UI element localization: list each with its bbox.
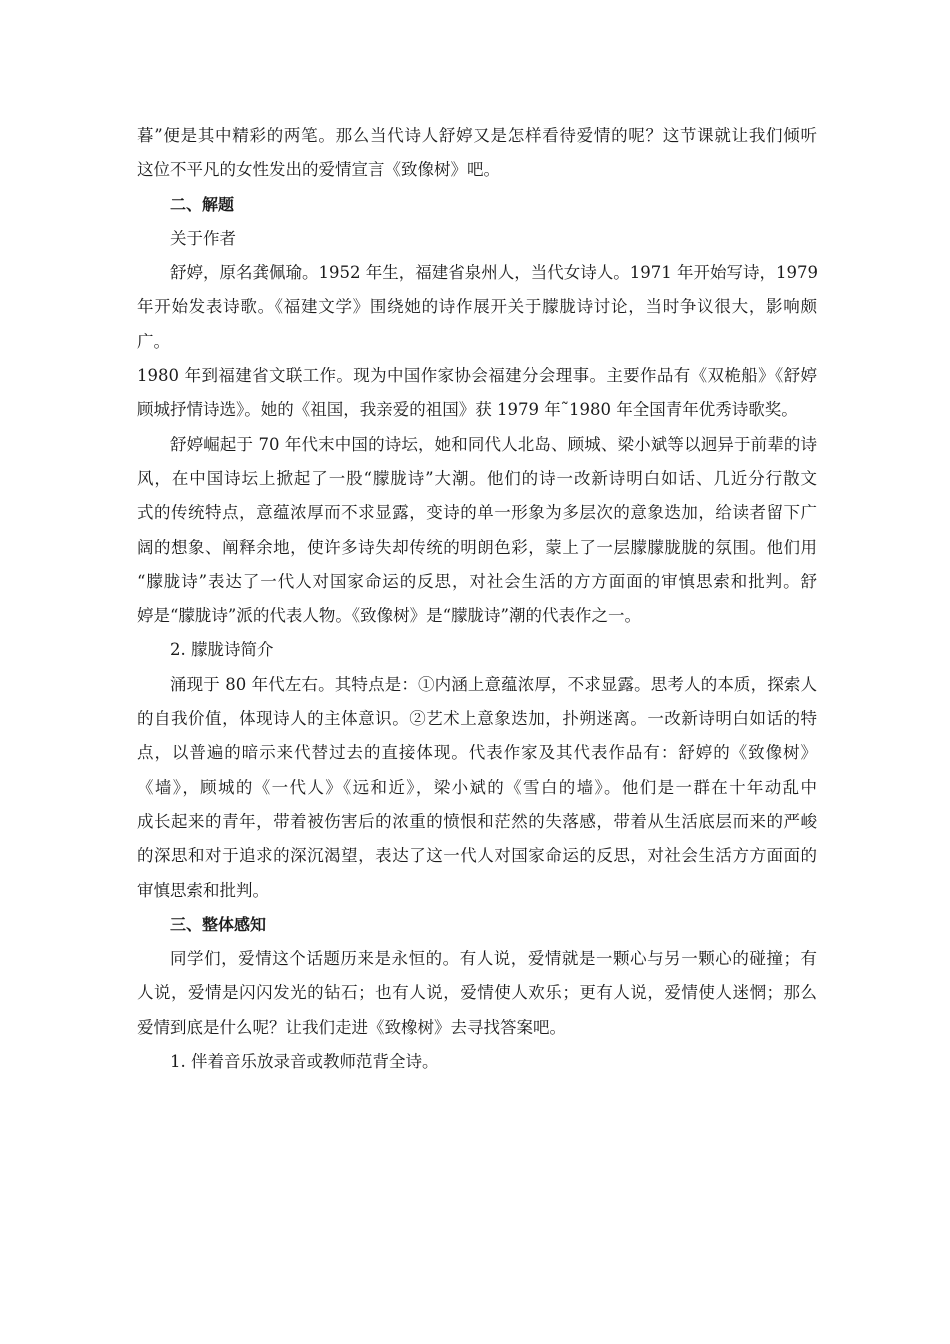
text-line: 的自我价值，体现诗人的主体意识。②艺术上意象迭加，扑朔迷离。一改新诗明白如话的特 [137,709,817,729]
text-line: 成长起来的青年，带着被伤害后的浓重的愤恨和茫然的失落感，带着从生活底层而来的严峻 [137,811,817,831]
section-heading: 三、整体感知 [170,914,267,934]
text-line: 阔的想象、阐释余地，使许多诗失却传统的明朗色彩，蒙上了一层朦朦胧胧的氛围。他们用 [137,537,817,557]
text-line: 关于作者 [170,228,236,248]
text-line: 审慎思索和批判。 [137,880,269,900]
text-line: 1. 伴着音乐放录音或教师范背全诗。 [170,1052,439,1072]
text-line: 爱情到底是什么呢？让我们走进《致橡树》去寻找答案吧。 [137,1017,566,1037]
text-line: 顾城抒情诗选》。她的《祖国，我亲爱的祖国》获 1979 年˜1980 年全国青年优秀诗歌奖。 [137,400,798,420]
text-line: 1980 年到福建省文联工作。现为中国作家协会福建分会理事。主要作品有《双桅船》《舒婷 [137,366,817,386]
document-body [137,119,817,1079]
text-line: 这位不平凡的女性发出的爱情宣言《致像树》吧。 [137,160,500,180]
text-line: 《墙》，顾城的《一代人》《远和近》，梁小斌的《雪白的墙》。他们是一群在十年动乱中 [137,777,817,797]
text-line: “朦胧诗”表达了一代人对国家命运的反思，对社会生活的方方面面的审慎思索和批判。舒 [137,571,817,591]
text-line: 风，在中国诗坛上掀起了一股“朦胧诗”大潮。他们的诗一改新诗明白如话、几近分行散文 [137,468,817,488]
text-line: 式的传统特点，意蕴浓厚而不求显露，变诗的单一形象为多层次的意象迭加，给读者留下广 [137,503,817,523]
text-line: 点，以普遍的暗示来代替过去的直接体现。代表作家及其代表作品有：舒婷的《致像树》 [137,743,817,763]
text-line: 同学们，爱情这个话题历来是永恒的。有人说，爱情就是一颗心与另一颗心的碰撞；有 [170,949,817,969]
text-line: 暮”便是其中精彩的两笔。那么当代诗人舒婷又是怎样看待爱情的呢？这节课就让我们倾听 [137,126,817,145]
text-line: 婷是“朦胧诗”派的代表人物。《致像树》是“朦胧诗”潮的代表作之一。 [137,606,641,626]
text-line: 舒婷，原名龚佩瑜。1952 年生，福建省泉州人，当代女诗人。1971 年开始写诗，1979 [170,263,818,283]
text-line: 年开始发表诗歌。《福建文学》围绕她的诗作展开关于朦胧诗讨论，当时争议很大，影响颇 [137,297,817,317]
text-line: 的深思和对于追求的深沉渴望，表达了这一代人对国家命运的反思，对社会生活方方面面的 [137,846,817,866]
text-line: 涌现于 80 年代左右。其特点是：①内涵上意蕴浓厚，不求显露。思考人的本质，探索人 [170,674,817,694]
text-line: 广。 [137,331,170,351]
text-line: 人说，爱情是闪闪发光的钻石；也有人说，爱情使人欢乐；更有人说，爱情使人迷惘；那么 [137,983,817,1003]
text-line: 舒婷崛起于 70 年代末中国的诗坛，她和同代人北岛、顾城、梁小斌等以迥异于前辈的诗 [170,434,817,454]
section-heading: 二、解题 [170,194,235,214]
text-line: 2. 朦胧诗简介 [170,640,274,660]
